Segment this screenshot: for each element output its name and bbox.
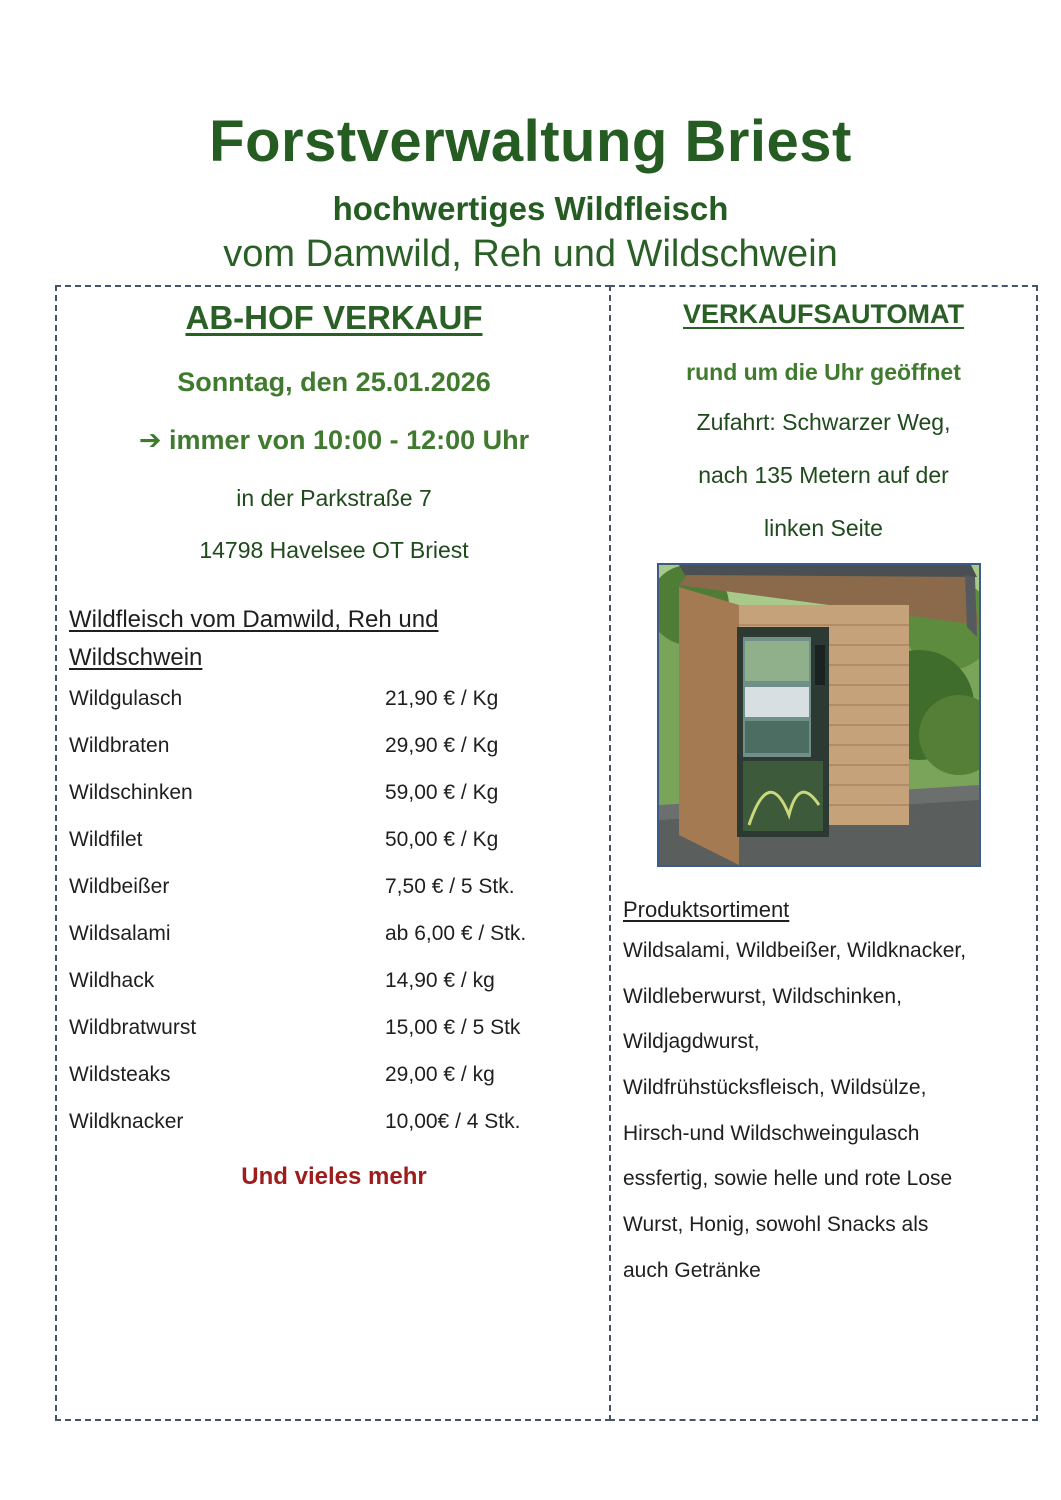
price-list bbox=[69, 687, 589, 1157]
price-row bbox=[69, 1110, 589, 1157]
product-price: 15,00 € / 5 Stk bbox=[385, 1016, 521, 1039]
product-price: 14,90 € / kg bbox=[385, 969, 495, 992]
product-name: Wildhack bbox=[69, 969, 155, 992]
product-name: Wildgulasch bbox=[69, 687, 183, 710]
product-range-line: Wildleberwurst, Wildschinken, bbox=[623, 984, 902, 1008]
price-row bbox=[69, 1063, 589, 1110]
price-row bbox=[69, 734, 589, 781]
price-row bbox=[69, 922, 589, 969]
sale-date: Sonntag, den 25.01.2026 bbox=[177, 367, 491, 397]
page-subtitle: hochwertiges Wildfleisch bbox=[332, 190, 729, 227]
price-row bbox=[69, 1016, 589, 1063]
product-range-line: Wildsalami, Wildbeißer, Wildknacker, bbox=[623, 939, 967, 962]
product-name: Wildsalami bbox=[69, 922, 171, 945]
product-range-title: Produktsortiment bbox=[623, 897, 790, 922]
vending-machine-section bbox=[609, 285, 1038, 1421]
product-price: 59,00 € / Kg bbox=[385, 781, 499, 804]
product-price: 29,00 € / kg bbox=[385, 1063, 495, 1086]
vending-machine-photo bbox=[657, 563, 981, 867]
product-name: Wildbratwurst bbox=[69, 1016, 197, 1039]
product-price: 7,50 € / 5 Stk. bbox=[385, 875, 515, 898]
address-city: 14798 Havelsee OT Briest bbox=[199, 537, 469, 563]
product-price: 29,90 € / Kg bbox=[385, 734, 499, 757]
farm-sale-section bbox=[55, 285, 611, 1421]
product-range-line: Wildfrühstücksfleisch, Wildsülze, bbox=[623, 1076, 927, 1100]
page-subtitle-secondary: vom Damwild, Reh und Wildschwein bbox=[223, 233, 838, 275]
product-range-line: Hirsch-und Wildschweingulasch bbox=[623, 1121, 920, 1145]
price-list-title: Wildfleisch vom Damwild, Reh und Wildschwein bbox=[69, 606, 439, 671]
price-row bbox=[69, 969, 589, 1016]
product-price: ab 6,00 € / Stk. bbox=[385, 922, 527, 945]
more-note: Und vieles mehr bbox=[241, 1163, 427, 1190]
access-line: linken Seite bbox=[764, 515, 883, 541]
sale-time: ➔ immer von 10:00 - 12:00 Uhr bbox=[138, 425, 530, 455]
product-range-line: auch Getränke bbox=[623, 1258, 761, 1282]
access-line: Zufahrt: Schwarzer Weg, bbox=[696, 409, 951, 435]
product-name: Wildschinken bbox=[69, 781, 193, 804]
address-street: in der Parkstraße 7 bbox=[236, 485, 432, 511]
product-range-line: Wurst, Honig, sowohl Snacks als bbox=[623, 1213, 929, 1237]
product-price: 50,00 € / Kg bbox=[385, 828, 499, 851]
product-price: 10,00€ / 4 Stk. bbox=[385, 1110, 521, 1133]
product-range-list bbox=[623, 939, 1033, 1305]
product-price: 21,90 € / Kg bbox=[385, 687, 499, 710]
vending-heading: VERKAUFSAUTOMAT bbox=[683, 299, 964, 329]
price-row bbox=[69, 781, 589, 828]
page-title: Forstverwaltung Briest bbox=[209, 109, 852, 174]
price-row bbox=[69, 687, 589, 734]
product-range-line: Wildjagdwurst, bbox=[623, 1030, 760, 1054]
product-name: Wildsteaks bbox=[69, 1063, 171, 1086]
product-name: Wildbraten bbox=[69, 734, 170, 757]
price-row bbox=[69, 828, 589, 875]
price-row bbox=[69, 875, 589, 922]
product-name: Wildknacker bbox=[69, 1110, 184, 1133]
farm-sale-heading: AB-HOF VERKAUF bbox=[185, 299, 483, 336]
product-name: Wildfilet bbox=[69, 828, 143, 851]
product-name: Wildbeißer bbox=[69, 875, 170, 898]
access-line: nach 135 Metern auf der bbox=[698, 462, 949, 488]
product-range-line: essfertig, sowie helle und rote Lose bbox=[623, 1167, 953, 1191]
opening-hours: rund um die Uhr geöffnet bbox=[686, 359, 961, 385]
